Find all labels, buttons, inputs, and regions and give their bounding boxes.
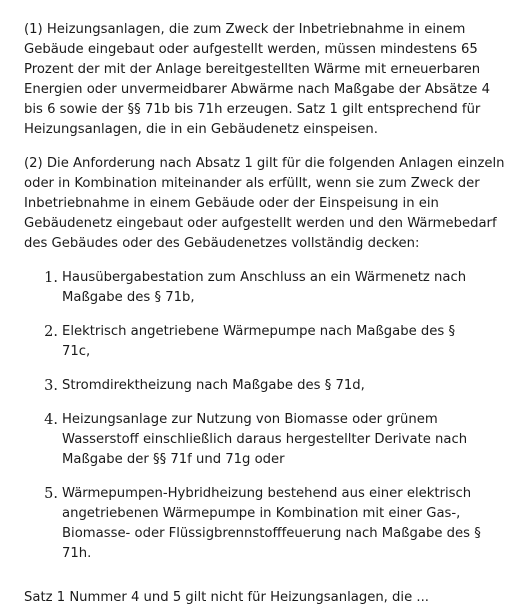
document-body [24,20,508,578]
list-item [24,376,486,396]
list-item [24,268,486,308]
list-item-text: Wärmepumpen-Hybridheizung bestehend aus einer elektrisch angetriebenen Wärmepumpe in Kombination mit einer Gas-, Biomasse- oder Flüssigbrennstofffeuerung nach Maßgabe des § 71h. [62,486,481,561]
list-item [24,410,486,470]
list-item-text: Heizungsanlage zur Nutzung von Biomasse oder grünem Wasserstoff einschließlich daraus hergestellter Derivate nach Maßgabe der §§ 71f und 71g oder [62,412,468,467]
list-item-number: 2. [44,324,58,340]
paragraph-1: (1) Heizungsanlagen, die zum Zweck der Inbetriebnahme in einem Gebäude eingebaut oder aufgestellt werden, müssen mindestens 65 Prozent der mit der Anlage bereitgestellten Wärme mit erneuerbaren Energien oder unvermeidbarer Abwärme nach Maßgabe der Absätze 4 bis 6 sowie der §§ 71b bis 71h erzeugen. Satz 1 gilt entsprechend für Heizungsanlagen, die in ein Gebäudenetz einspeisen. [24,22,490,137]
paragraph-2: (2) Die Anforderung nach Absatz 1 gilt für die folgenden Anlagen einzeln oder in Kombination miteinander als erfüllt, wenn sie zum Zweck der Inbetriebnahme in einem Gebäude oder der Einspeisung in ein Gebäudenetz eingebaut oder aufgestellt werden und den Wärmebedarf des Gebäudes oder des Gebäudenetzes vollständig decken: [24,156,505,251]
list-item-number: 4. [44,412,58,428]
list-item-text: Elektrisch angetriebene Wärmepumpe nach Maßgabe des § 71c, [62,324,456,359]
list-item-text: Hausübergabestation zum Anschluss an ein Wärmenetz nach Maßgabe des § 71b, [62,270,467,305]
list-item-number: 1. [44,270,58,286]
list-item-number: 5. [44,486,58,502]
list-item-number: 3. [44,378,58,394]
paragraph-continuation-cut-off: Satz 1 Nummer 4 und 5 gilt nicht für Heizungsanlagen, die ... [24,590,429,605]
list-item-text: Stromdirektheizung nach Maßgabe des § 71d, [62,378,365,393]
list-item [24,484,486,564]
requirements-list [24,268,508,564]
list-item [24,322,486,362]
